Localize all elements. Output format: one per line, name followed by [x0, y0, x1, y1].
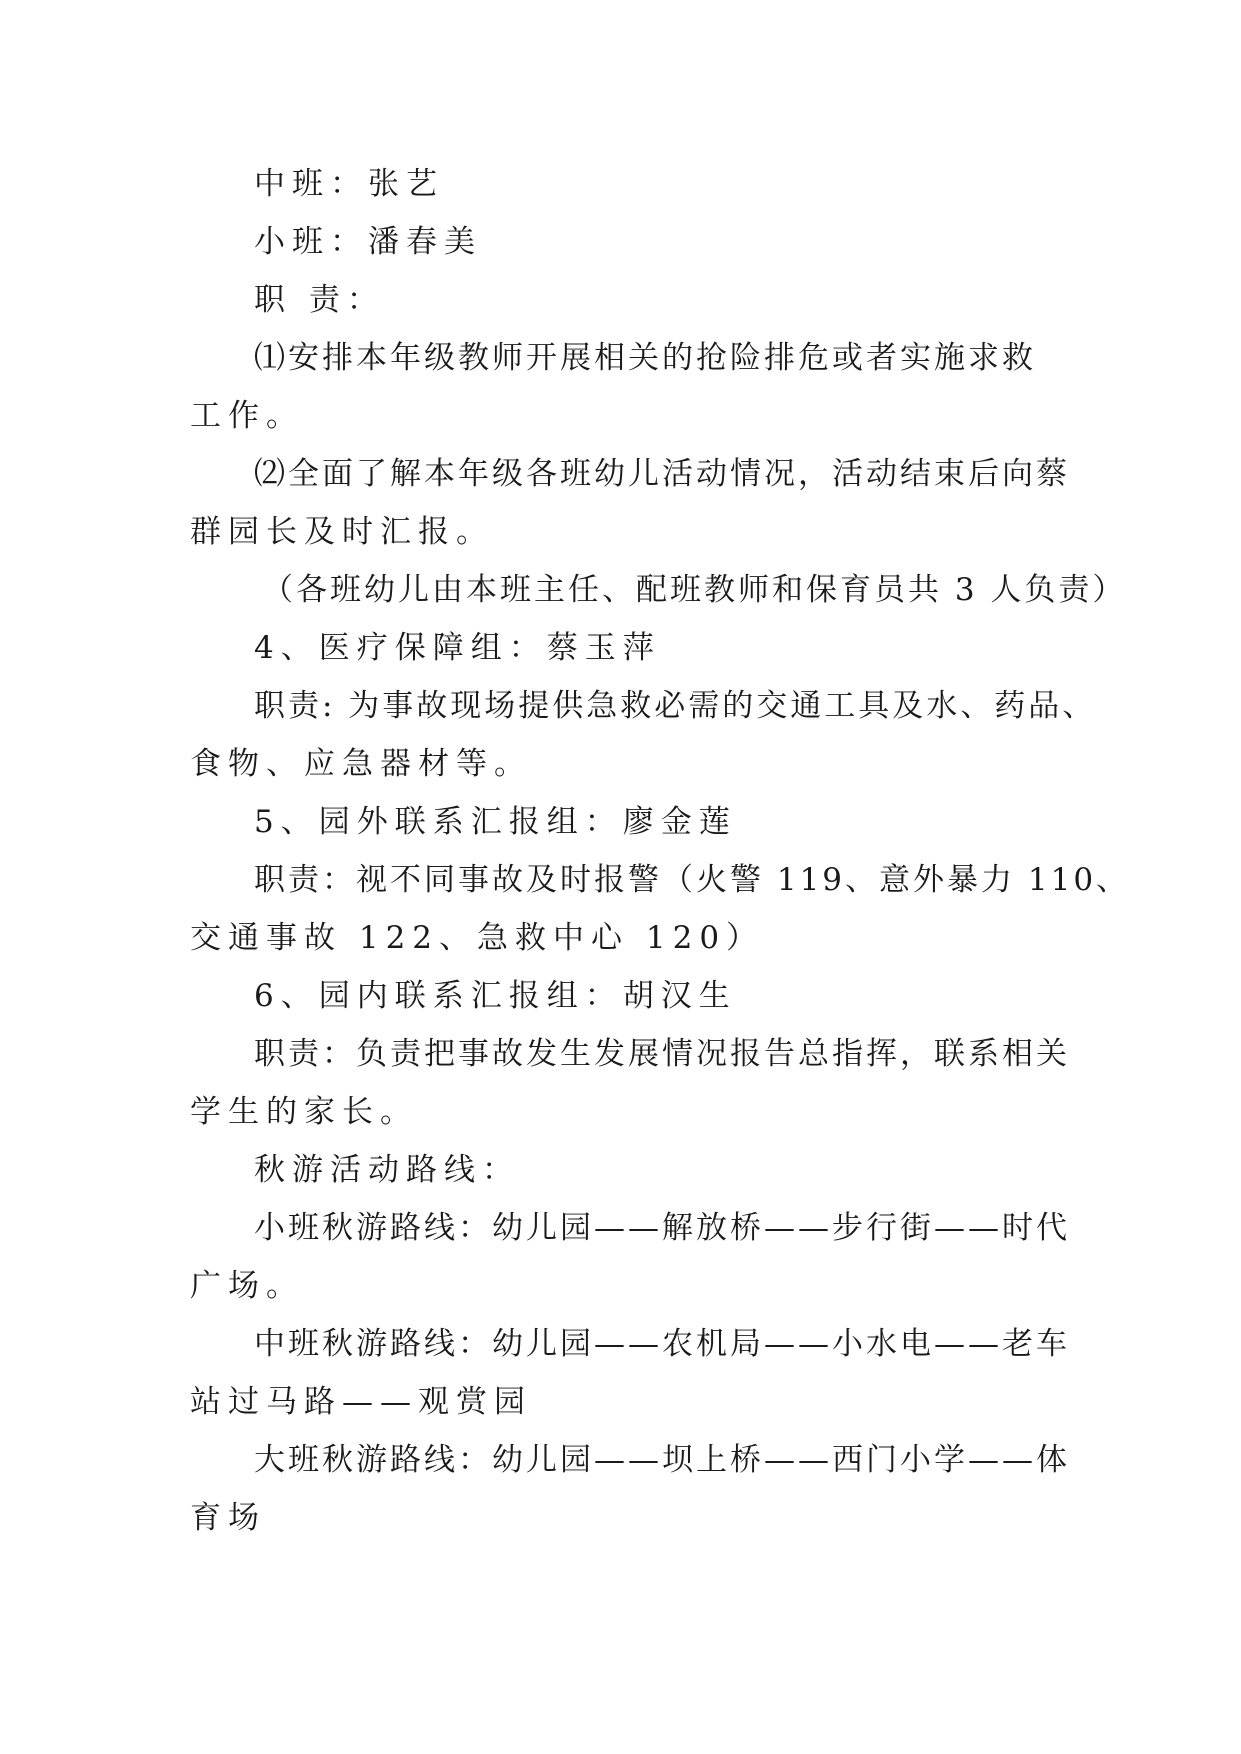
- text-line-medical-group: 4、医疗保障组：蔡玉萍: [254, 630, 661, 666]
- text-line-internal-group: 6、园内联系汇报组：胡汉生: [254, 978, 737, 1014]
- text-line-medical-duty-cont: 食物、应急器材等。: [190, 746, 532, 782]
- text-line-duty-2: ⑵全面了解本年级各班幼儿活动情况，活动结束后向蔡: [254, 456, 1070, 492]
- text-line-duty-1-cont: 工作。: [190, 398, 304, 434]
- text-line-duty-1: ⑴安排本年级教师开展相关的抢险排危或者实施求救: [254, 340, 1036, 376]
- text-line-medical-duty: 职责: 为事故现场提供急救必需的交通工具及水、药品、: [254, 688, 1097, 724]
- text-line-middle-route-cont: 站过马路——观赏园: [190, 1384, 532, 1420]
- text-line-middle-class: 中班：张艺: [254, 166, 444, 202]
- text-line-note: （各班幼儿由本班主任、配班教师和保育员共 3 人负责）: [262, 572, 1127, 608]
- text-line-external-duty-cont: 交通事故 122、急救中心 120）: [190, 920, 765, 956]
- text-line-internal-duty-cont: 学生的家长。: [190, 1094, 418, 1130]
- text-line-middle-route: 中班秋游路线：幼儿园——农机局——小水电——老车: [254, 1326, 1070, 1362]
- text-line-external-duty: 职责：视不同事故及时报警（火警 119、意外暴力 110、: [254, 862, 1131, 898]
- text-line-external-group: 5、园外联系汇报组：廖金莲: [254, 804, 737, 840]
- text-line-duty-2-cont: 群园长及时汇报。: [190, 514, 494, 550]
- text-line-large-route: 大班秋游路线：幼儿园——坝上桥——西门小学——体: [254, 1442, 1070, 1478]
- text-line-internal-duty: 职责：负责把事故发生发展情况报告总指挥，联系相关: [254, 1036, 1070, 1072]
- text-line-route-heading: 秋游活动路线：: [254, 1152, 520, 1188]
- text-line-duties-heading: 职 责：: [254, 282, 385, 318]
- text-line-small-route-cont: 广场。: [190, 1268, 304, 1304]
- text-line-small-class: 小班：潘春美: [254, 224, 482, 260]
- text-line-large-route-cont: 育场: [190, 1500, 266, 1536]
- text-line-small-route: 小班秋游路线：幼儿园——解放桥——步行街——时代: [254, 1210, 1070, 1246]
